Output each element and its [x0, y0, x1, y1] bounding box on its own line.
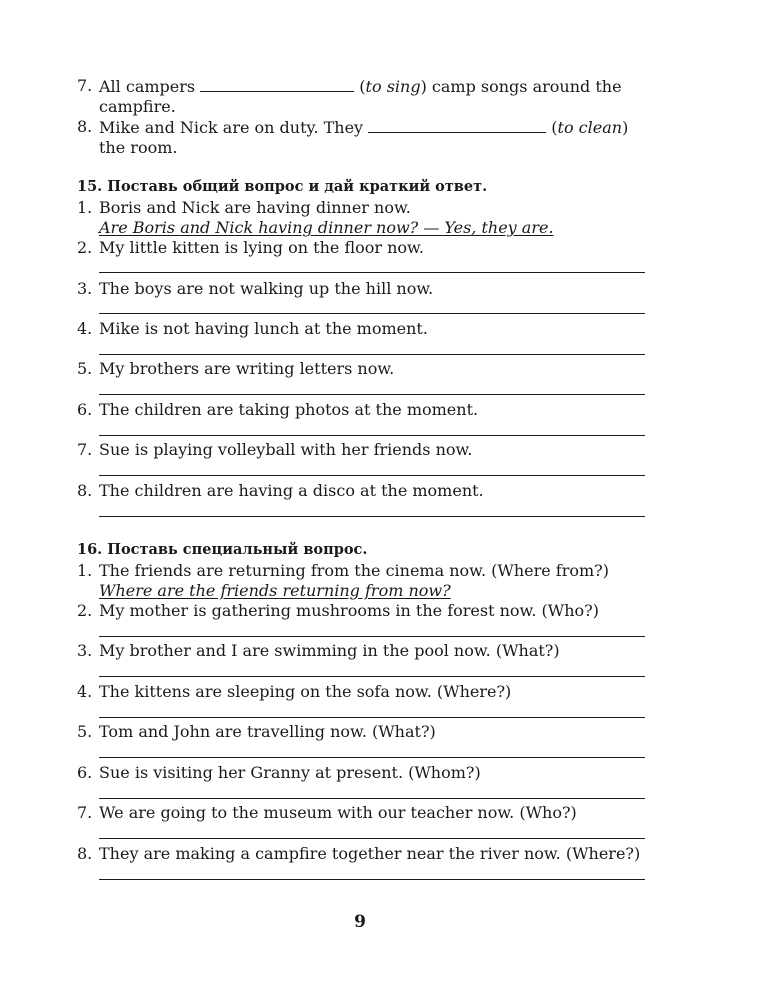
answer-line[interactable] — [99, 838, 645, 839]
answer-blank[interactable] — [200, 76, 354, 92]
verb-hint: to clean — [557, 118, 623, 137]
item-text: All campers — [99, 77, 196, 96]
item-number: 8. — [77, 117, 93, 136]
answer-line[interactable] — [99, 757, 645, 758]
answer-line[interactable] — [99, 313, 645, 314]
page-number: 9 — [354, 912, 366, 932]
answer-line[interactable] — [99, 394, 645, 395]
answer-line[interactable] — [99, 435, 645, 436]
item-text: Mike and Nick are on duty. They — [99, 118, 364, 137]
answer-line[interactable] — [99, 879, 645, 880]
answer-line[interactable] — [99, 516, 645, 517]
verb-hint: to sing — [365, 77, 421, 96]
answer-line[interactable] — [99, 717, 645, 718]
exercise-title: 16. Поставь специальный вопрос. — [77, 541, 368, 558]
answer-line[interactable] — [99, 354, 645, 355]
answer-line[interactable] — [99, 676, 645, 677]
item-text: camp songs around the — [431, 77, 622, 96]
answer-line[interactable] — [99, 272, 645, 273]
answer-line[interactable] — [99, 636, 645, 637]
answer-blank[interactable] — [368, 117, 546, 133]
answer-line[interactable] — [99, 475, 645, 476]
item-number: 7. — [77, 76, 93, 95]
exercise-title: 15. Поставь общий вопрос и дай краткий ответ. — [77, 178, 488, 195]
answer-line[interactable] — [99, 798, 645, 799]
workbook-page: 7. All campers (to sing) camp songs around the campfire. 8. Mike and Nick are on duty. They (to clean) the room. 15. Поставь общий вопрос и дай краткий ответ. 1. Boris and Nick are having dinner now. Are Boris and Nick having dinner now? — Yes, they are. 2. My little kitten is lying on the floor now. 3. The boys are not walking up the hill now. 4. Mike is not having lunch at the moment. 5. My brothers are writing letters now. 6. The children are taking photos at the moment. 7. Sue is playing volleyball with her friends now. 8. The children are having a disco at the moment. 16. Поставь специальный вопрос. 1. The friends are returning from the cinema now. (Where from?) Where are the friends returning from now? 2. My mother is gathering mushrooms in the forest now. (Who?) 3. My brother and I are swimming in the pool now. (What?) 4. The kittens are sleeping on the sofa now. (Where?) 5. Tom and John are travelling now. (What?) 6. Sue is visiting her Granny at present. (Whom?) 7. We are going to the museum with our teacher now. (Who?) 8. They are making a campfire together near the river now. (Where?) 9 — [0, 0, 766, 1001]
